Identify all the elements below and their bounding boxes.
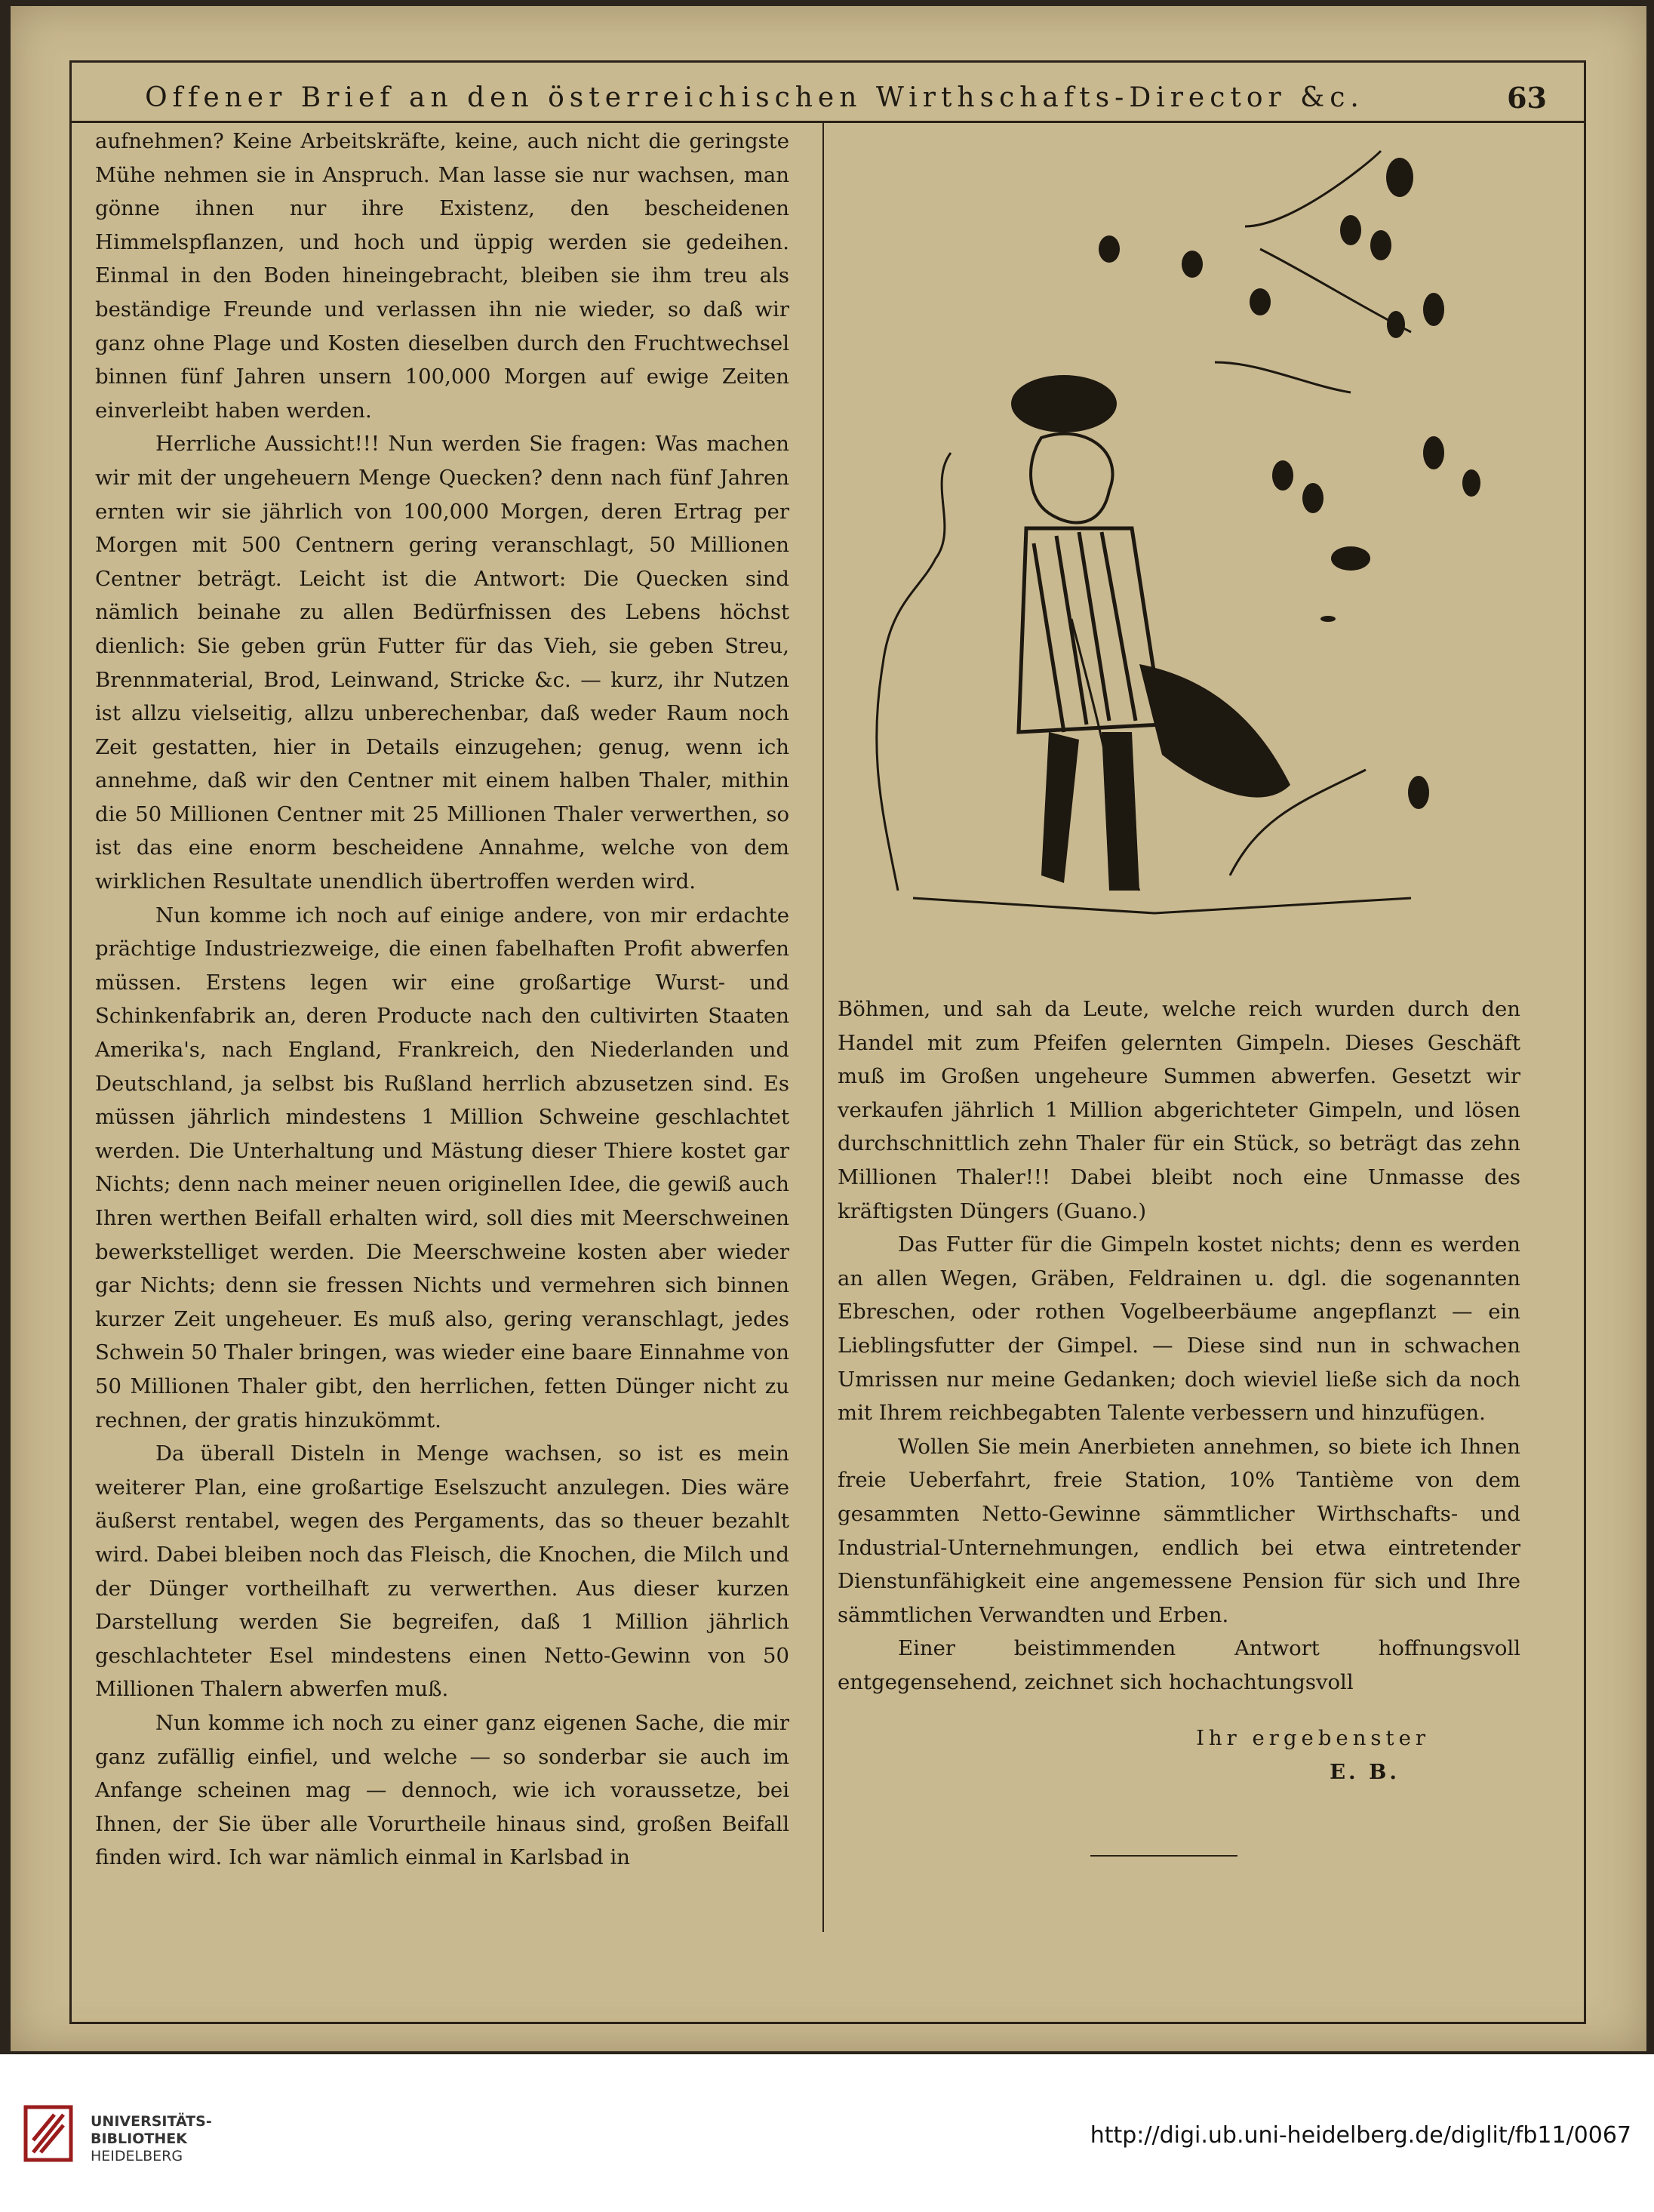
paragraph: Böhmen, und sah da Leute, welche reich wurden durch den Handel mit zum Pfeifen gelernten Gimpeln. Dieses Geschäft muß im Großen ungeheure Summen abwerfen. Gesetzt wir verkaufen jährlich 1 Million abgerichteter Gimpeln, und lösen durchschnittlich zehn Thaler für ein Stück, so beträgt das zehn Millionen Thaler!!! Dabei bleibt noch eine Unmasse des kräftigsten Düngers (Guano.) — [838, 997, 1520, 1223]
header-rule — [69, 121, 1584, 123]
library-name-line: HEIDELBERG — [91, 2148, 183, 2164]
permalink-url[interactable]: http://digi.ub.uni-heidelberg.de/diglit/fb11/0067 — [1090, 2122, 1631, 2149]
column-divider — [822, 121, 824, 1932]
paragraph: Nun komme ich noch auf einige andere, von mir erdachte prächtige Industriezweige, die einen fabelhaften Profit abwerfen müssen. Erstens legen wir eine großartige Wurst- und Schinkenfabrik an, deren Producte nach den cultivirten Staaten Amerika's, nach England, Frankreich, den Niederlanden und Deutschland, ja selbst bis Rußland herrlich abzusetzen sind. Es müssen jährlich mindestens 1 Million Schweine geschlachtet werden. Die Unterhaltung und Mästung dieser Thiere kostet gar Nichts; denn nach meiner neuen originellen Idee, die gewiß auch Ihren werthen Beifall erhalten wird, soll dies mit Meerschweinen bewerkstelliget werden. Die Meerschweine kosten aber wieder gar Nichts; denn sie fressen Nichts und vermehren sich binnen kurzer Zeit ungeheuer. Es muß also, gering veranschlagt, jedes Schwein 50 Thaler bringen, was wieder eine baare Einnahme von 50 Millionen Thaler gibt, den herrlichen, fetten Dünger nicht zu rechnen, der gratis hinzukömmt. — [95, 903, 789, 1432]
library-name — [91, 2113, 257, 2165]
paragraph: Da überall Disteln in Menge wachsen, so ist es mein weiterer Plan, eine großartige Eselszucht anzulegen. Dies wäre äußerst rentabel, wegen des Pergaments, das so theuer bezahlt wird. Dabei bleiben noch das Fleisch, die Knochen, die Milch und der Dünger vortheilhaft zu verwerthen. Aus dieser kurzen Darstellung werden Sie begreifen, daß 1 Million jährlich geschlachteter Esel mindestens einen Netto-Gewinn von 50 Millionen Thalern abwerfen muß. — [95, 1441, 789, 1702]
library-name-line: UNIVERSITÄTS- — [91, 2113, 212, 2130]
woodcut-illustration-boy-with-birds — [838, 136, 1532, 921]
paragraph: Nun komme ich noch zu einer ganz eigenen Sache, die mir ganz zufällig einfiel, und welche — so sonderbar sie auch im Anfange scheinen mag — dennoch, wie ich voraussetze, bei Ihnen, der Sie über alle Vorurtheile hinaus sind, großen Beifall finden wird. Ich war nämlich einmal in Karlsbad in — [95, 1710, 789, 1870]
signature-initials: E. B. — [1330, 1760, 1400, 1785]
signature: Ihr ergebenster — [1196, 1726, 1430, 1751]
paragraph: aufnehmen? Keine Arbeitskräfte, keine, auch nicht die geringste Mühe nehmen sie in Anspruch. Man lasse sie nur wachsen, man gönne ihnen nur ihre Existenz, den bescheidenen Himmelspflanzen, und hoch und üppig werden sie gedeihen. Einmal in den Boden hineingebracht, bleiben sie ihm treu als beständige Freunde und verlassen ihn nie wieder, so daß wir ganz ohne Plage und Kosten dieselben durch den Fruchtwechsel binnen fünf Jahren unsern 100,000 Morgen auf ewige Zeiten einverleibt haben werden. — [95, 129, 789, 423]
closing-rule — [1090, 1855, 1237, 1857]
left-column — [95, 125, 789, 1875]
paragraph: Wollen Sie mein Anerbieten annehmen, so biete ich Ihnen freie Ueberfahrt, freie Station, 10% Tantième von dem gesammten Netto-Gewinne sämmtlicher Wirthschafts- und Industrial-Unternehmungen, endlich bei etwa eintretender Dienstunfähigkeit eine angemessene Pension für sich und Ihre sämmtlichen Verwandten und Erben. — [838, 1434, 1520, 1627]
paragraph: Herrliche Aussicht!!! Nun werden Sie fragen: Was machen wir mit der ungeheuern Menge Quecken? denn nach fünf Jahren ernten wir sie jährlich von 100,000 Morgen, deren Ertrag per Morgen mit 500 Centnern gering veranschlagt, 50 Millionen Centner beträgt. Leicht ist die Antwort: Die Quecken sind nämlich beinahe zu allen Bedürfnissen des Lebens höchst dienlich: Sie geben grün Futter für das Vieh, sie geben Streu, Brennmaterial, Brod, Leinwand, Stricke &c. — kurz, ihr Nutzen ist allzu vielseitig, allzu unberechenbar, daß weder Raum noch Zeit gestatten, hier in Details einzugehen; genug, wenn ich annehme, daß wir den Centner mit einem halben Thaler, mithin die 50 Millionen Centner mit 25 Millionen Thaler verwerthen, so ist das eine enorm bescheidene Annahme, welche von dem wirklichen Resultate unendlich übertroffen werden wird. — [95, 432, 789, 894]
paragraph: Das Futter für die Gimpeln kostet nichts; denn es werden an allen Wegen, Gräben, Feldrainen u. dgl. die sogenannten Ebreschen, oder rothen Vogelbeerbäume angepflanzt — ein Lieblingsfutter der Gimpel. — Diese sind nun in schwachen Umrissen nur meine Gedanken; doch wieviel ließe sich da noch mit Ihrem reichbegabten Talente verbessern und hinzufügen. — [838, 1232, 1520, 1426]
page-number: 63 — [1507, 81, 1547, 115]
library-logo-icon[interactable] — [23, 2104, 83, 2172]
right-column — [838, 992, 1520, 1789]
running-header: Offener Brief an den österreichischen Wirthschafts-Director &c. — [145, 82, 1364, 113]
library-name-line: BIBLIOTHEK — [91, 2130, 187, 2147]
paragraph: Einer beistimmenden Antwort hoffnungsvoll entgegensehend, zeichnet sich hochachtungsvoll — [838, 1636, 1520, 1694]
